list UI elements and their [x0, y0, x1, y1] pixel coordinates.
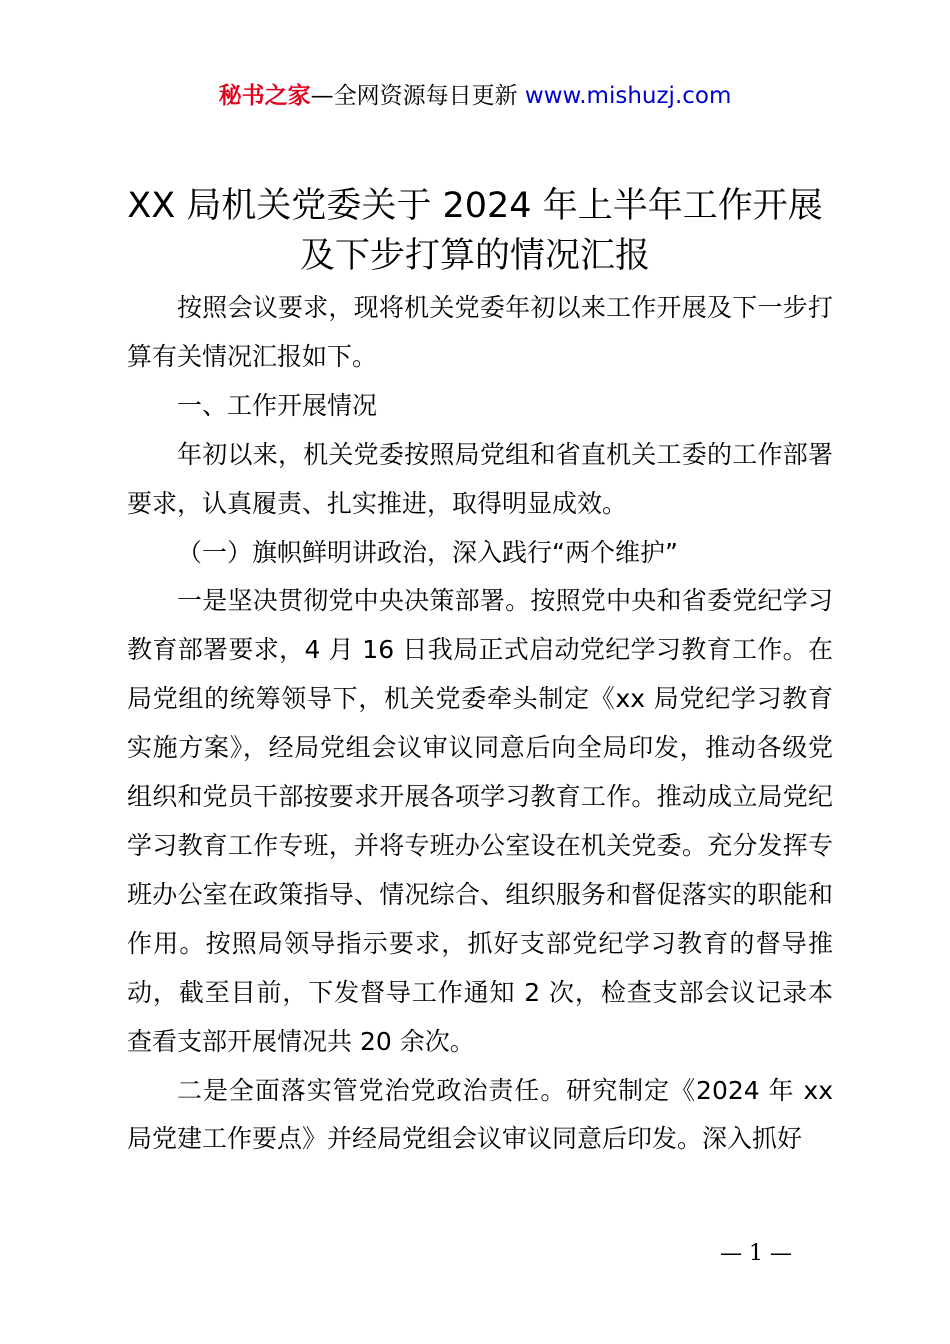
- title-line-2: 及下步打算的情况汇报: [299, 236, 650, 276]
- site-header: [0, 80, 950, 112]
- title-line-1: XX 局机关党委关于 2024 年上半年工作开展: [127, 186, 823, 226]
- document-title: [100, 181, 850, 281]
- site-tagline: —全网资源每日更新: [310, 83, 518, 109]
- document-body: [127, 284, 833, 1164]
- body-paragraph: 一是坚决贯彻党中央决策部署。按照党中央和省委党纪学习教育部署要求，4 月 16 日我局正式启动党纪学习教育工作。在局党组的统筹领导下，机关党委牵头制定《xx 局党纪学习教育实施方案》，经局党组会议审议同意后向全局印发，推动各级党组织和党员干部按要求开展各项学习教育工作。推动成立局党纪学习教育工作专班，并将专班办公室设在机关党委。充分发挥专班办公室在政策指导、情况综合、组织服务和督促落实的职能和作用。按照局领导指示要求，抓好支部党纪学习教育的督导推动，截至目前，下发督导工作通知 2 次，检查支部会议记录本查看支部开展情况共 20 余次。: [127, 586, 833, 1056]
- page-number: — 1 —: [720, 1241, 792, 1266]
- site-brand: 秘书之家: [218, 83, 311, 109]
- subsection-heading: （一）旗帜鲜明讲政治，深入践行“两个维护”: [177, 537, 678, 567]
- body-paragraph: 二是全面落实管党治党政治责任。研究制定《2024 年 xx 局党建工作要点》并经局党组会议审议同意后印发。深入抓好: [127, 1075, 833, 1154]
- body-paragraph: 年初以来，机关党委按照局党组和省直机关工委的工作部署要求，认真履责、扎实推进，取得明显成效。: [127, 439, 833, 518]
- section-heading: 一、工作开展情况: [177, 390, 378, 420]
- site-url-link[interactable]: www.mishuzj.com: [524, 83, 732, 109]
- intro-paragraph: 按照会议要求，现将机关党委年初以来工作开展及下一步打算有关情况汇报如下。: [127, 293, 833, 371]
